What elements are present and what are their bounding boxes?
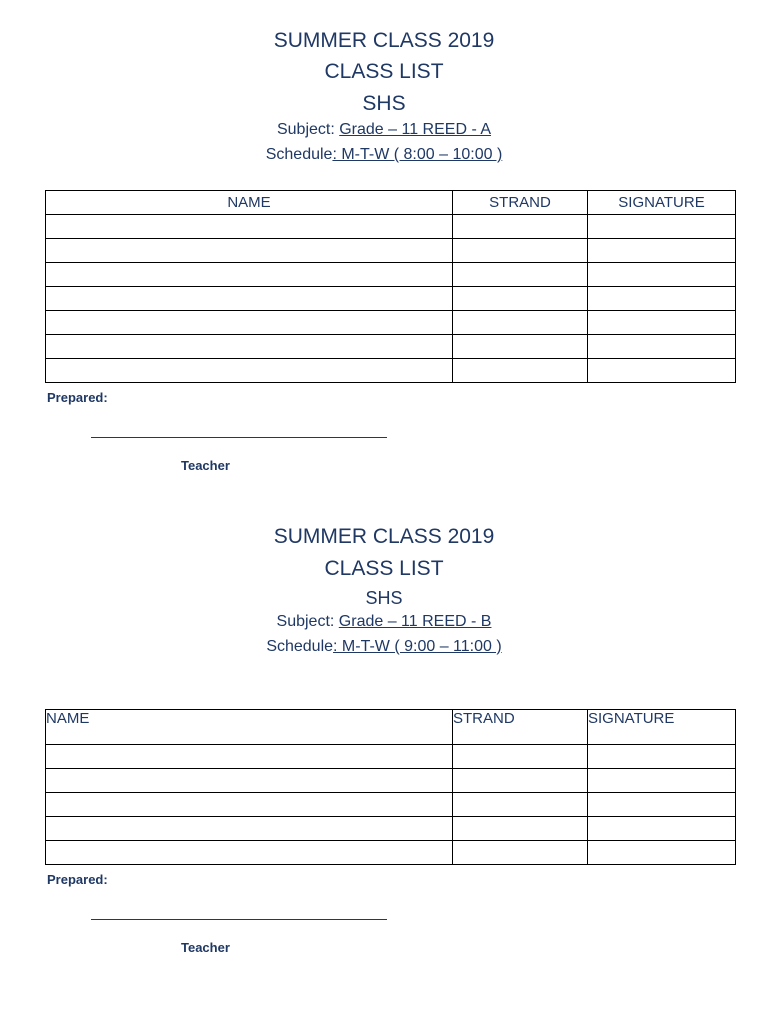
table-row bbox=[46, 769, 736, 793]
section2-subject-value: Grade – 11 REED - B bbox=[338, 613, 492, 630]
section1-title: SUMMER CLASS 2019 bbox=[273, 29, 495, 52]
section2-level: SHS bbox=[365, 588, 403, 608]
section2-strand-cell[interactable] bbox=[453, 817, 588, 841]
section1-table-header-row bbox=[46, 191, 736, 215]
section1-signature-line bbox=[91, 437, 387, 438]
section1-strand-cell[interactable] bbox=[453, 263, 588, 287]
section2-schedule-value: : M-T-W ( 9:00 – 11:00 ) bbox=[333, 638, 502, 655]
section1-signature-cell[interactable] bbox=[588, 215, 736, 239]
section2-col-name: NAME bbox=[46, 710, 453, 745]
section1-name-cell[interactable] bbox=[46, 239, 453, 263]
section2-class-table bbox=[45, 709, 736, 865]
section1-subject-line bbox=[0, 122, 768, 138]
table-row bbox=[46, 287, 736, 311]
section1-teacher-label: Teacher bbox=[181, 458, 230, 473]
section1-strand-cell[interactable] bbox=[453, 239, 588, 263]
table-row bbox=[46, 215, 736, 239]
section2-title: SUMMER CLASS 2019 bbox=[273, 525, 495, 548]
section2-col-strand: STRAND bbox=[453, 710, 588, 745]
section1-subtitle: CLASS LIST bbox=[324, 60, 444, 83]
section2-schedule-label: Schedule bbox=[266, 638, 334, 655]
section1-name-cell[interactable] bbox=[46, 263, 453, 287]
section1-signature-cell[interactable] bbox=[588, 263, 736, 287]
section2-subtitle: CLASS LIST bbox=[324, 557, 444, 580]
table-row bbox=[46, 745, 736, 769]
section1-strand-cell[interactable] bbox=[453, 215, 588, 239]
section2-signature-cell[interactable] bbox=[588, 745, 736, 769]
section1-subject-label: Subject: bbox=[276, 121, 340, 138]
section2-name-cell[interactable] bbox=[46, 769, 453, 793]
section1-prepared-label: Prepared: bbox=[47, 390, 108, 405]
section2-signature-line bbox=[91, 919, 387, 920]
section1-level: SHS bbox=[362, 92, 406, 115]
section2-signature-cell[interactable] bbox=[588, 817, 736, 841]
section2-name-cell[interactable] bbox=[46, 793, 453, 817]
section1-table-body bbox=[46, 215, 736, 383]
table-row bbox=[46, 793, 736, 817]
section2-table-body bbox=[46, 745, 736, 865]
section1-strand-cell[interactable] bbox=[453, 287, 588, 311]
section2-table-header-row bbox=[46, 710, 736, 745]
section2-strand-cell[interactable] bbox=[453, 841, 588, 865]
section2-signature-cell[interactable] bbox=[588, 769, 736, 793]
table-row bbox=[46, 239, 736, 263]
section2-signature-cell[interactable] bbox=[588, 793, 736, 817]
section1-schedule-label: Schedule bbox=[265, 146, 333, 163]
section1-signature-cell[interactable] bbox=[588, 359, 736, 383]
section2-subject-line bbox=[0, 614, 768, 630]
table-row bbox=[46, 263, 736, 287]
section1-signature-cell[interactable] bbox=[588, 311, 736, 335]
section1-signature-cell[interactable] bbox=[588, 335, 736, 359]
section2-name-cell[interactable] bbox=[46, 817, 453, 841]
section2-subject-label: Subject: bbox=[276, 613, 339, 630]
section1-name-cell[interactable] bbox=[46, 335, 453, 359]
section2-strand-cell[interactable] bbox=[453, 793, 588, 817]
section1-subject-value: Grade – 11 REED - A bbox=[339, 121, 492, 138]
table-row bbox=[46, 335, 736, 359]
section1-signature-cell[interactable] bbox=[588, 287, 736, 311]
section2-prepared-label: Prepared: bbox=[47, 872, 108, 887]
section2-teacher-label: Teacher bbox=[181, 940, 230, 955]
section1-name-cell[interactable] bbox=[46, 311, 453, 335]
section1-schedule-value: : M-T-W ( 8:00 – 10:00 ) bbox=[332, 146, 503, 163]
section1-class-table bbox=[45, 190, 736, 383]
table-row bbox=[46, 817, 736, 841]
section1-strand-cell[interactable] bbox=[453, 311, 588, 335]
section1-name-cell[interactable] bbox=[46, 215, 453, 239]
section1-name-cell[interactable] bbox=[46, 287, 453, 311]
section2-schedule-line bbox=[0, 639, 768, 655]
section1-col-name: NAME bbox=[46, 191, 453, 215]
section1-col-signature: SIGNATURE bbox=[588, 191, 736, 215]
section2-col-signature: SIGNATURE bbox=[588, 710, 736, 745]
table-row bbox=[46, 359, 736, 383]
section2-signature-cell[interactable] bbox=[588, 841, 736, 865]
section1-col-strand: STRAND bbox=[453, 191, 588, 215]
section2-name-cell[interactable] bbox=[46, 841, 453, 865]
table-row bbox=[46, 311, 736, 335]
section2-strand-cell[interactable] bbox=[453, 745, 588, 769]
table-row bbox=[46, 841, 736, 865]
section1-schedule-line bbox=[0, 147, 768, 163]
section1-name-cell[interactable] bbox=[46, 359, 453, 383]
section1-signature-cell[interactable] bbox=[588, 239, 736, 263]
section1-strand-cell[interactable] bbox=[453, 359, 588, 383]
section1-strand-cell[interactable] bbox=[453, 335, 588, 359]
section2-strand-cell[interactable] bbox=[453, 769, 588, 793]
section2-name-cell[interactable] bbox=[46, 745, 453, 769]
